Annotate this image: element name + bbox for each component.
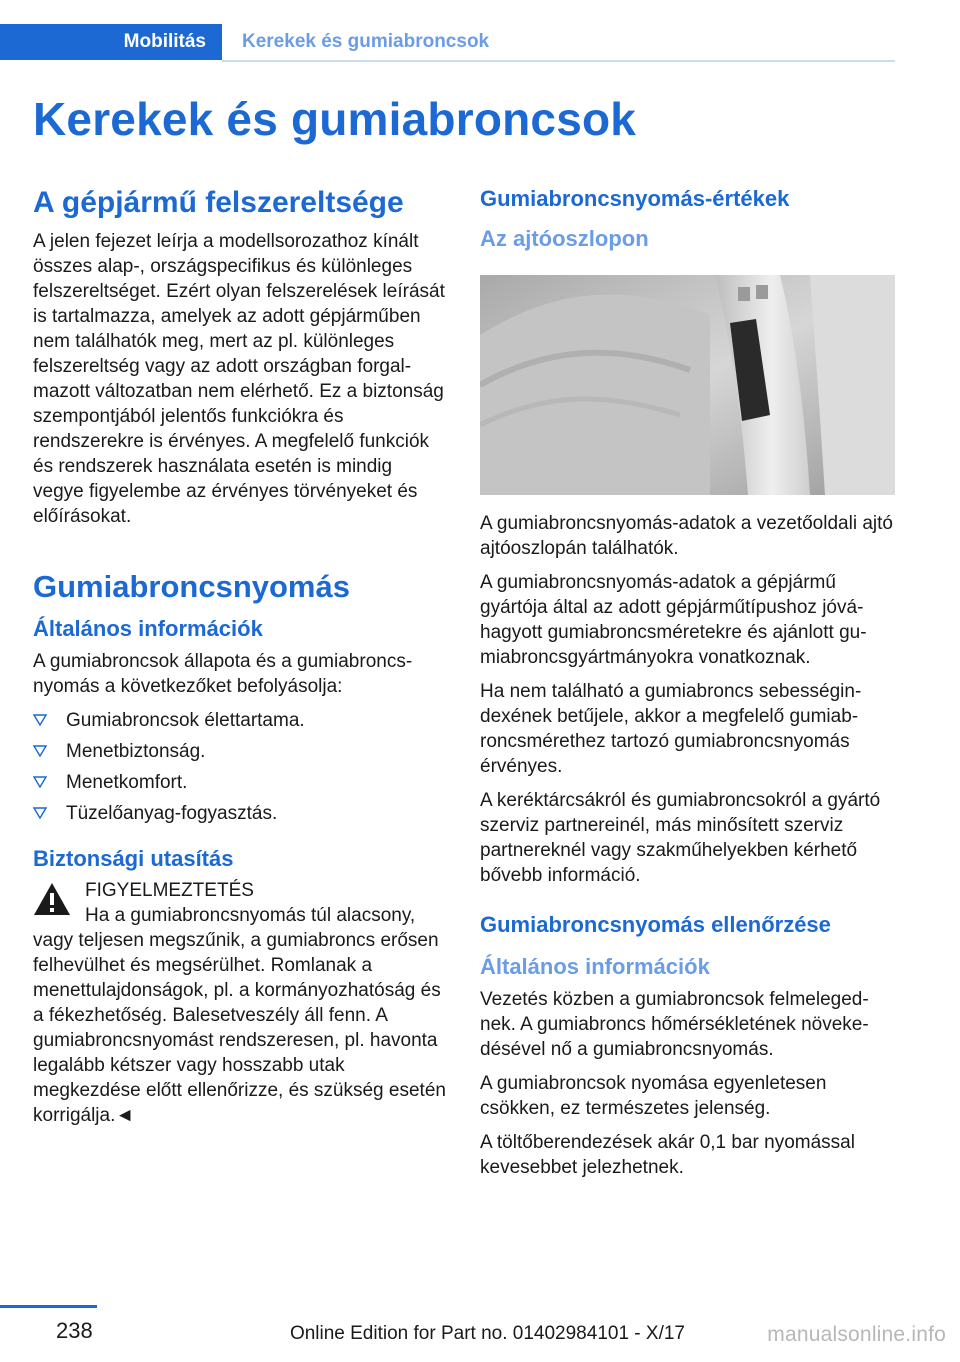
page-title: Kerekek és gumiabroncsok xyxy=(33,93,637,145)
warning-text: vagy teljesen megszűnik, a gumiabroncs erősen felhevülhet és megsérülhet. Romlanak a menettulajdonságok, pl. a kormányozhatóság és a fékezhetőség. Balesetveszély áll fenn. A gumiabroncsnyomást rendszeresen, pl. havonta legalább kétszer vagy hosszabb utak megkezdése előtt ellenőrizze, és szükség esetén korrigálja.◄ xyxy=(33,929,446,1126)
paragraph-equipment: A jelen fejezet leírja a modellsorozathoz kínált összes alap-, országspecifikus és különleges felszereltséget. Ezért olyan felszerelések leírását is tartalmazza, amelyek az adott gépjárműben nem találhatók meg, mert az pl. különleges felszereltség vagy az adott országban forgalmazott változatban nem elérhető. Ez a biztonság szempontjából jelentős funkciókra és rendszerekre is érvényes. A megfelelő funkciók és rendszerek használata esetén is mindig vegye figyelembe az érvényes törvényeket és előírásokat. xyxy=(33,230,445,527)
list-item-text: Tüzelőanyag-fogyasztás. xyxy=(66,802,278,824)
header-rule xyxy=(222,60,895,62)
paragraph-filling-stations: A töltőberendezések akár 0,1 bar nyomással kevesebbet jelezhetnek. xyxy=(480,1131,855,1178)
list-item xyxy=(33,708,448,733)
triangle-bullet-icon xyxy=(33,807,47,819)
right-column xyxy=(480,180,895,1189)
section-tab: Mobilitás xyxy=(0,24,222,60)
door-pillar-photo xyxy=(480,275,895,495)
chapter-tab: Kerekek és gumiabroncsok xyxy=(242,31,490,52)
warning-first-line: Ha a gumiabroncsnyomás túl alacsony, xyxy=(85,904,416,926)
list-item-text: Menetbiztonság. xyxy=(66,740,206,762)
triangle-bullet-icon xyxy=(33,776,47,788)
heading-safety-note: Biztonsági utasítás xyxy=(33,845,234,871)
footer-rule xyxy=(0,1305,97,1308)
heading-door-pillar: Az ajtóoszlopon xyxy=(480,226,649,252)
page-number: 238 xyxy=(56,1318,93,1343)
heading-tire-pressure: Gumiabroncsnyomás xyxy=(33,568,350,604)
paragraph-warming: Vezetés közben a gumiabroncsok felmelegednek. A gumiabroncs hőmérsékletének növekedésével nő a gumiabroncsnyomás. xyxy=(480,988,869,1060)
heading-pressure-check: Gumiabroncsnyomás ellenőrzése xyxy=(480,911,831,937)
triangle-bullet-icon xyxy=(33,714,47,726)
warning-triangle-icon xyxy=(33,882,71,916)
running-header xyxy=(0,24,895,62)
edition-note: Online Edition for Part no. 01402984101 - X/17 xyxy=(289,1323,685,1344)
list-item xyxy=(33,801,448,826)
paragraph-pillar-location: A gumiabroncsnyomás-adatok a vezetőoldali ajtó ajtóoszlopán találhatók. xyxy=(480,512,893,559)
list-item xyxy=(33,739,448,764)
warning-title: FIGYELMEZTETÉS xyxy=(85,879,254,901)
paragraph-more-info: A keréktárcsákról és gumiabroncsokról a gyártó szerviz partnereinél, más minősített szerviz partnereknél vagy szakműhelyekben kérhető bővebb információ. xyxy=(480,789,881,886)
triangle-bullet-icon xyxy=(33,745,47,757)
heading-pressure-values: Gumiabroncsnyomás-értékek xyxy=(480,186,790,211)
paragraph-speed-index: Ha nem található a gumiabroncs sebességindexének betűjele, akkor a megfelelő gumiabroncsmérethez tartozó gumiabroncsnyomás érvényes. xyxy=(480,680,862,777)
heading-equipment: A gépjármű felszereltsége xyxy=(33,186,404,219)
list-item-text: Menetkomfort. xyxy=(66,771,188,793)
watermark: manualsonline.info xyxy=(767,1323,946,1346)
paragraph-general-info: A gumiabroncsok állapota és a gumiabroncsnyomás a következőket befolyásolja: xyxy=(33,650,413,697)
list-item xyxy=(33,770,448,795)
heading-general-info-2: Általános információk xyxy=(480,954,710,980)
list-item-text: Gumiabroncsok élettartama. xyxy=(66,709,305,731)
left-column xyxy=(33,180,448,1128)
warning-block xyxy=(33,878,448,1128)
paragraph-pressure-data: A gumiabroncsnyomás-adatok a gépjármű gyártója által az adott gépjárműtípushoz jóváhagyott gumiabroncsméretekre és ajánlott gumiabroncsgyártmányokra vonatkoznak. xyxy=(480,571,867,668)
paragraph-pressure-drop: A gumiabroncsok nyomása egyenletesen csökken, ez természetes jelenség. xyxy=(480,1072,827,1119)
heading-general-info: Általános információk xyxy=(33,616,263,642)
influence-list xyxy=(33,708,448,826)
